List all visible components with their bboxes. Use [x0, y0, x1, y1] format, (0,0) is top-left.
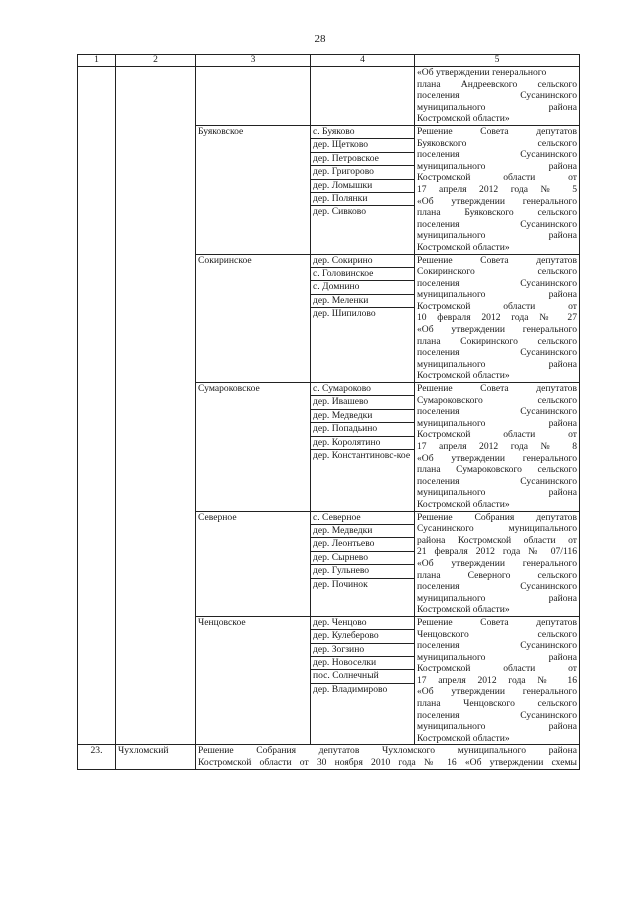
- doc-line: Решение Совета депутатов: [417, 254, 577, 266]
- doc-line: муниципального района: [417, 721, 577, 733]
- village-item: дер. Ивашево: [311, 396, 414, 409]
- doc-line: поселения Сусанинского: [417, 90, 577, 102]
- doc-line: Сумароковского сельского: [417, 394, 577, 406]
- doc-line: Костромской области от: [417, 663, 577, 675]
- settlement-name: Буяковское: [196, 125, 311, 254]
- doc-line: муниципального района: [417, 417, 577, 429]
- village-item: с. Домнино: [311, 281, 414, 294]
- document-cell: [415, 616, 580, 745]
- doc-line: муниципального района: [417, 289, 577, 301]
- village-list: [313, 512, 412, 591]
- header-row: [78, 55, 580, 67]
- document-cell: [415, 383, 580, 512]
- decision-line: Решение Собрания депутатов Чухломского муниципального района: [198, 745, 577, 757]
- settlement-name: Сокиринское: [196, 254, 311, 383]
- doc-line: поселения Сусанинского: [417, 149, 577, 161]
- doc-line: «Об утверждении генерального: [417, 452, 577, 464]
- doc-line: Решение Совета депутатов: [417, 125, 577, 137]
- village-item: дер. Ченцово: [311, 617, 414, 630]
- header-col-5: 5: [415, 55, 580, 67]
- village-item: дер. Григорово: [311, 166, 414, 179]
- village-item: с. Северное: [311, 512, 414, 525]
- village-item: дер. Сивково: [313, 206, 367, 218]
- settlement-name: Сумароковское: [196, 383, 311, 512]
- doc-line: плана Сумароковского сельского: [417, 464, 577, 476]
- doc-line: муниципального района: [417, 101, 577, 113]
- doc-line: Костромской области»: [417, 604, 510, 616]
- doc-line: района Костромской области от: [417, 534, 577, 546]
- doc-line: 10 февраля 2012 года № 27: [417, 312, 577, 324]
- doc-line: муниципального района: [417, 160, 577, 172]
- number-cell: [78, 67, 116, 745]
- village-list: [313, 255, 412, 320]
- village-item: дер. Королятино: [311, 437, 414, 450]
- settlement-cell: [196, 67, 311, 126]
- village-item: дер. Леонтьево: [311, 538, 414, 551]
- doc-line: «Об утверждении генерального: [417, 195, 577, 207]
- doc-line: плана Андреевского сельского: [417, 78, 577, 90]
- doc-line: «Об утверждении генерального: [417, 686, 577, 698]
- village-item: дер. Полянки: [311, 193, 414, 206]
- header-col-3: 3: [196, 55, 311, 67]
- doc-line: муниципального района: [417, 230, 577, 242]
- doc-line: поселения Сусанинского: [417, 218, 577, 230]
- doc-line: Решение Совета депутатов: [417, 616, 577, 628]
- doc-line: Костромской области»: [417, 241, 510, 253]
- doc-line: поселения Сусанинского: [417, 709, 577, 721]
- settlement-name: Северное: [196, 511, 311, 616]
- document-cell: [415, 254, 580, 383]
- village-item: дер. Новоселки: [311, 657, 414, 670]
- villages-cell: [311, 511, 415, 616]
- doc-line: поселения Сусанинского: [417, 640, 577, 652]
- doc-line: плана Буяковского сельского: [417, 207, 577, 219]
- village-item: дер. Медведки: [311, 525, 414, 538]
- decision-text: [196, 745, 580, 769]
- doc-line: Костромской области от: [417, 429, 577, 441]
- village-item: дер. Шипилово: [313, 308, 376, 320]
- doc-line: муниципального района: [417, 487, 577, 499]
- doc-line: Костромской области»: [417, 498, 510, 510]
- doc-line: Сусанинского муниципального: [417, 523, 577, 535]
- doc-line: Костромской области от: [417, 300, 577, 312]
- village-item: дер. Меленки: [311, 295, 414, 308]
- village-item: дер. Константиновс-кое: [313, 449, 411, 461]
- village-item: с. Сумароково: [311, 383, 414, 396]
- doc-line: 17 апреля 2012 года № 8: [417, 441, 577, 452]
- continued-row: [78, 67, 580, 126]
- village-item: дер. Зогзино: [311, 644, 414, 657]
- village-item: с. Головинское: [311, 268, 414, 281]
- header-col-2: 2: [116, 55, 196, 67]
- village-item: дер. Гульнево: [311, 565, 414, 578]
- village-item: дер. Щетково: [311, 139, 414, 152]
- village-item: дер. Владимирово: [313, 683, 388, 695]
- villages-cell: [311, 254, 415, 383]
- doc-line: муниципального района: [417, 651, 577, 663]
- villages-cell: [311, 616, 415, 745]
- village-item: дер. Медведки: [311, 410, 414, 423]
- doc-line: поселения Сусанинского: [417, 277, 577, 289]
- doc-line: Сокиринского сельского: [417, 266, 577, 278]
- settlements-table: [77, 54, 580, 770]
- document-cell: [415, 125, 580, 254]
- village-item: дер. Починок: [313, 578, 368, 590]
- doc-line: Костромской области»: [417, 370, 510, 382]
- doc-line: Буяковского сельского: [417, 137, 577, 149]
- village-list: [313, 617, 412, 696]
- doc-line: Костромской области»: [417, 113, 510, 125]
- villages-cell: [311, 67, 415, 126]
- doc-line: Решение Собрания депутатов: [417, 511, 577, 523]
- villages-cell: [311, 383, 415, 512]
- doc-line: плана Северного сельского: [417, 569, 577, 581]
- document-cell: [415, 511, 580, 616]
- row-number: 23.: [78, 745, 116, 769]
- doc-line: муниципального района: [417, 592, 577, 604]
- doc-line: «Об утверждении генерального: [417, 67, 547, 78]
- doc-line: Решение Совета депутатов: [417, 383, 577, 395]
- village-list: [313, 126, 412, 218]
- doc-line: поселения Сусанинского: [417, 406, 577, 418]
- district-row: [78, 745, 580, 769]
- settlement-name: Ченцовское: [196, 616, 311, 745]
- doc-line: Ченцовского сельского: [417, 628, 577, 640]
- document-cell: [415, 67, 580, 126]
- village-item: дер. Попадьино: [311, 423, 414, 436]
- district-cell: [116, 67, 196, 745]
- district-name: Чухломский: [116, 745, 196, 769]
- doc-line: «Об утверждении генерального: [417, 324, 577, 336]
- doc-line: плана Сокиринского сельского: [417, 335, 577, 347]
- doc-line: поселения Сусанинского: [417, 475, 577, 487]
- villages-cell: [311, 125, 415, 254]
- page-number: 28: [314, 33, 326, 45]
- doc-line: «Об утверждении генерального: [417, 557, 577, 569]
- header-col-1: 1: [78, 55, 116, 67]
- village-item: дер. Петровское: [311, 153, 414, 166]
- village-item: дер. Ломышки: [311, 180, 414, 193]
- village-item: дер. Кулеберово: [311, 630, 414, 643]
- doc-line: 17 апреля 2012 года № 16: [417, 674, 577, 686]
- village-item: дер. Сокирино: [311, 255, 414, 268]
- doc-line: 17 апреля 2012 года № 5: [417, 183, 577, 195]
- doc-line: поселения Сусанинского: [417, 347, 577, 359]
- doc-line: поселения Сусанинского: [417, 581, 577, 593]
- doc-line: муниципального района: [417, 358, 577, 370]
- village-item: с. Буяково: [311, 126, 414, 139]
- decision-line: Костромской области от 30 ноября 2010 года № 16 «Об утверждении схемы: [198, 757, 577, 769]
- doc-line: Костромской области от: [417, 172, 577, 184]
- doc-line: 21 февраля 2012 года № 07/116: [417, 546, 577, 558]
- village-item: дер. Сырнево: [311, 552, 414, 565]
- village-item: пос. Солнечный: [311, 670, 414, 683]
- village-list: [313, 383, 412, 462]
- doc-line: плана Ченцовского сельского: [417, 698, 577, 710]
- doc-line: Костромской области»: [417, 732, 510, 744]
- header-col-4: 4: [311, 55, 415, 67]
